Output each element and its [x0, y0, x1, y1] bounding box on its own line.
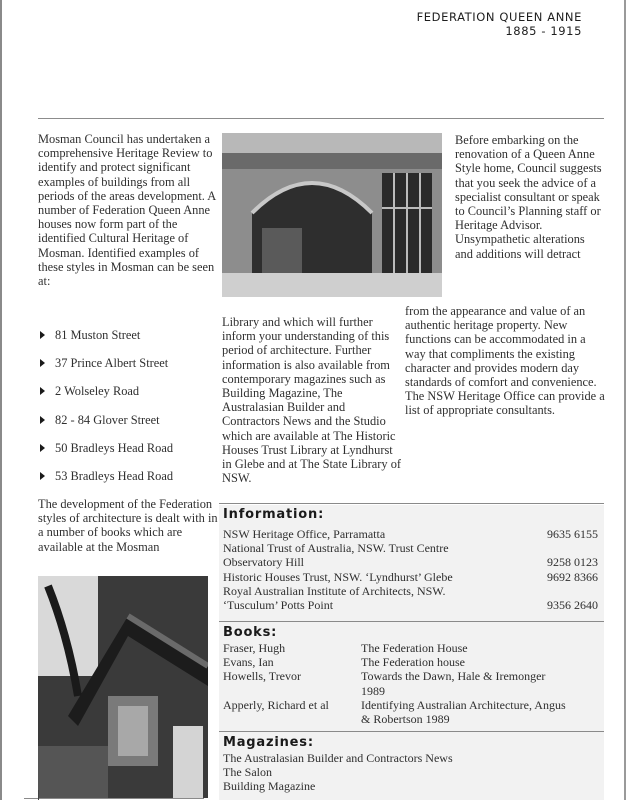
magazine-item: The Australasian Builder and Contractors News — [223, 751, 453, 765]
books-intro-column — [38, 497, 218, 554]
list-item: 2 Wolseley Road — [38, 384, 218, 412]
top-divider — [38, 118, 604, 119]
magazines-title: Magazines: — [223, 735, 314, 750]
middle-column — [222, 315, 402, 485]
info-row: Historic Houses Trust, NSW. ‘Lyndhurst’ Glebe 9692 8366 — [223, 569, 598, 584]
books-title: Books: — [223, 625, 278, 640]
list-item: 82 - 84 Glover Street — [38, 413, 218, 441]
porch-photo — [222, 133, 442, 297]
info-row: ‘Tusculum’ Potts Point 9356 2640 — [223, 598, 598, 613]
books-intro-paragraph: The development of the Federation styles of architecture is dealt with in a number of books which are available at the Mosman — [38, 497, 218, 554]
examples-list — [38, 328, 218, 497]
book-row: Evans, Ian The Federation house — [223, 655, 465, 670]
intro-paragraph: Mosman Council has undertaken a comprehensive Heritage Review to identify and protect significant examples of buildings from all periods of the areas development. A number of Federation Queen Anne houses now form part of the identified Cultural Heritage of Mosman. Identified examples of these styles in Mosman can be seen at: — [38, 132, 216, 289]
bullet-icon — [40, 359, 45, 367]
advice-paragraph-top: Before embarking on the renovation of a Queen Anne Style home, Council suggests that you seek the advice of a specialist consultant or speak to Council’s Planning staff or Heritage Advisor. Unsympathetic alterations and additions will detract — [455, 133, 602, 261]
bullet-icon — [40, 416, 45, 424]
book-row: Howells, Trevor Towards the Dawn, Hale & Iremonger 1989 — [223, 669, 546, 698]
list-item: 81 Muston Street — [38, 328, 218, 356]
information-rule — [219, 503, 604, 504]
advice-column-bottom — [405, 304, 605, 418]
page-edge-right — [624, 0, 626, 800]
advice-column-top — [455, 133, 605, 261]
bullet-icon — [40, 444, 45, 452]
information-section — [223, 507, 598, 612]
bullet-icon — [40, 472, 45, 480]
book-row: Apperly, Richard et al Identifying Australian Architecture, Angus & Robertson 1989 — [223, 697, 566, 727]
book-row: Fraser, Hugh The Federation House — [223, 641, 468, 655]
magazine-item: The Salon — [223, 765, 272, 780]
bullet-icon — [40, 331, 45, 339]
intro-column — [38, 132, 218, 288]
list-item: 37 Prince Albert Street — [38, 356, 218, 384]
list-item: 53 Bradleys Head Road — [38, 469, 218, 497]
info-row: National Trust of Australia, NSW. Trust Centre — [223, 541, 449, 556]
header-title: FEDERATION QUEEN ANNE — [416, 10, 582, 24]
advice-paragraph-bottom: from the appearance and value of an authentic heritage property. New functions can be accommodated in a way that compliments the existing character and provides modern day standards of comfort and convenience. The NSW Heritage Office can provide a list of appropriate consultants. — [405, 304, 605, 418]
info-row: Observatory Hill 9258 0123 — [223, 555, 598, 570]
bullet-icon — [40, 387, 45, 395]
list-item: 50 Bradleys Head Road — [38, 441, 218, 469]
magazines-section — [223, 735, 598, 794]
bottom-divider — [24, 798, 204, 799]
middle-paragraph: Library and which will further inform your understanding of this period of architecture. Further information is also available from contemporary magazines such as Building Magazine, The Australasian Builder and Contractors News and the Studio which are available at The Historic Houses Trust Library at Lyndhurst in Glebe and at The State Library of NSW. — [222, 315, 402, 486]
porch-photo-illustration — [222, 133, 442, 297]
house-photo-illustration — [38, 576, 208, 798]
books-section — [223, 625, 598, 726]
info-row: NSW Heritage Office, Parramatta 9635 6155 — [223, 527, 598, 541]
information-title: Information: — [223, 507, 325, 522]
header-dates: 1885 - 1915 — [505, 24, 582, 38]
page-header — [417, 10, 582, 38]
page-edge-left — [0, 0, 2, 800]
house-photo — [38, 576, 208, 798]
magazine-item: Building Magazine — [223, 779, 316, 794]
info-row: Royal Australian Institute of Architects, NSW. — [223, 583, 446, 598]
crop-mark — [38, 790, 39, 800]
